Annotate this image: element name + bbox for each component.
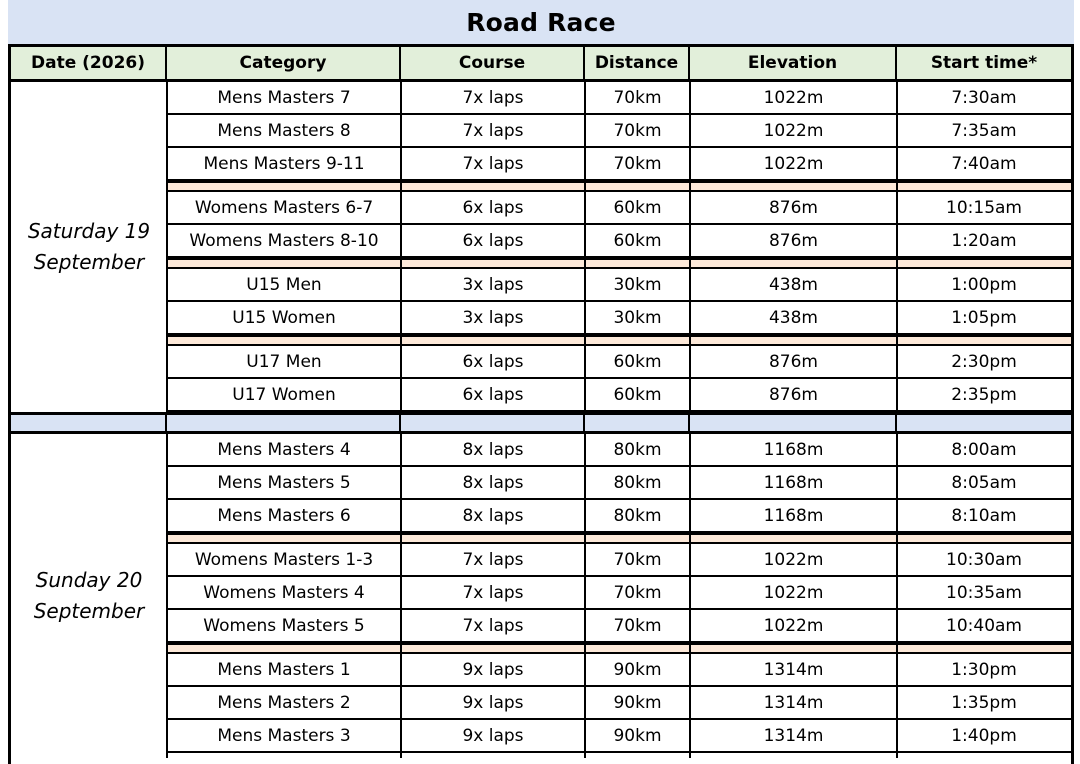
cell-elevation: 876m — [690, 225, 897, 258]
column-divider — [584, 82, 586, 412]
cell-elevation: 1022m — [690, 115, 897, 148]
day-block-sunday — [8, 434, 1074, 758]
group-separator-cell — [401, 533, 585, 544]
cell-category: Womens Masters 4 — [167, 577, 401, 610]
cell-start: 1:40pm — [897, 720, 1071, 753]
cell-elevation: 1022m — [690, 610, 897, 643]
cell-category: Mens Masters 5 — [167, 467, 401, 500]
group-separator-cell — [585, 181, 690, 192]
cell-distance: 80km — [585, 434, 690, 467]
column-divider — [584, 434, 586, 758]
cell-category: Mens Masters 3 — [167, 720, 401, 753]
table-row — [11, 379, 1071, 412]
cell-course: 3x laps — [401, 269, 585, 302]
group-separator-cell — [690, 181, 897, 192]
group-separator-cell — [897, 335, 1071, 346]
table-row — [11, 467, 1071, 500]
group-separator-cell — [897, 643, 1071, 654]
group-separator — [11, 181, 1071, 192]
group-separator-cell — [167, 335, 401, 346]
group-separator-cell — [585, 335, 690, 346]
group-separator-cell — [690, 258, 897, 269]
cell-distance: 90km — [585, 654, 690, 687]
cell-course: 6x laps — [401, 225, 585, 258]
cell-category: Womens Masters 1-3 — [167, 544, 401, 577]
cell-start: 1:30pm — [897, 654, 1071, 687]
cell-start: 8:00am — [897, 434, 1071, 467]
cell-course: 7x laps — [401, 148, 585, 181]
column-divider — [896, 82, 898, 412]
cell-start: 10:40am — [897, 610, 1071, 643]
cell-category: Mens Masters 1 — [167, 654, 401, 687]
table-row — [11, 500, 1071, 533]
cell-distance: 70km — [585, 610, 690, 643]
cell-elevation: 1168m — [690, 500, 897, 533]
group-separator-cell — [401, 335, 585, 346]
header-course: Course — [401, 47, 585, 79]
group-separator-cell — [897, 258, 1071, 269]
header-date: Date (2026) — [11, 47, 167, 79]
cell-course: 8x laps — [401, 467, 585, 500]
group-separator-cell — [167, 258, 401, 269]
cell-course: 9x laps — [401, 687, 585, 720]
table-row — [11, 544, 1071, 577]
group-separator-cell — [897, 181, 1071, 192]
cell-start: 1:20am — [897, 225, 1071, 258]
cell-distance: 80km — [585, 467, 690, 500]
group-separator-cell — [401, 643, 585, 654]
cell-course: 7x laps — [401, 82, 585, 115]
cell-distance: 70km — [585, 577, 690, 610]
cell-distance: 30km — [585, 269, 690, 302]
day-separator-cell — [897, 415, 1071, 431]
cell-start: 1:35pm — [897, 687, 1071, 720]
date-line-2: September — [33, 250, 145, 274]
date-line-2: September — [33, 599, 145, 623]
cell-elevation: 438m — [690, 269, 897, 302]
cell-start: 7:30am — [897, 82, 1071, 115]
group-separator-cell — [167, 643, 401, 654]
table-row — [11, 225, 1071, 258]
cell-category: Mens Masters 9-11 — [167, 148, 401, 181]
group-separator-cell — [585, 533, 690, 544]
cell-distance: 90km — [585, 687, 690, 720]
column-divider — [400, 82, 402, 412]
group-separator-cell — [401, 258, 585, 269]
date-line-1: Sunday 20 — [35, 568, 143, 592]
cell-category: Mens Masters 7 — [167, 82, 401, 115]
cell-elevation: 1022m — [690, 544, 897, 577]
group-separator-cell — [690, 533, 897, 544]
cell-category: Womens Masters 6-7 — [167, 192, 401, 225]
cell-course: 6x laps — [401, 192, 585, 225]
group-separator-cell — [167, 533, 401, 544]
day-separator-cell — [690, 415, 897, 431]
column-divider — [689, 82, 691, 412]
table-row — [11, 654, 1071, 687]
group-separator — [11, 258, 1071, 269]
cell-start: 2:35pm — [897, 379, 1071, 412]
cell-category: U17 Women — [167, 379, 401, 412]
group-separator-cell — [897, 533, 1071, 544]
group-separator-cell — [401, 181, 585, 192]
cell-elevation: 1022m — [690, 148, 897, 181]
table-row — [11, 148, 1071, 181]
date-cell — [11, 434, 167, 758]
day-separator-cell — [11, 415, 167, 431]
date-line-1: Saturday 19 — [27, 219, 151, 243]
table-row — [11, 192, 1071, 225]
column-divider — [689, 434, 691, 758]
table-row — [11, 346, 1071, 379]
cell-elevation: 1314m — [690, 720, 897, 753]
table-row — [11, 610, 1071, 643]
group-separator — [11, 533, 1071, 544]
table-row — [11, 115, 1071, 148]
cell-course: 3x laps — [401, 302, 585, 335]
cell-elevation: 1168m — [690, 467, 897, 500]
header-elevation: Elevation — [690, 47, 897, 79]
cell-elevation: 438m — [690, 302, 897, 335]
group-separator-cell — [585, 643, 690, 654]
cell-course: 7x laps — [401, 610, 585, 643]
group-separator — [11, 643, 1071, 654]
cell-course: 7x laps — [401, 544, 585, 577]
cell-start: 8:10am — [897, 500, 1071, 533]
cell-course: 8x laps — [401, 500, 585, 533]
table-row — [11, 577, 1071, 610]
cell-start: 7:35am — [897, 115, 1071, 148]
day-separator-cell — [401, 415, 585, 431]
cell-course: 7x laps — [401, 115, 585, 148]
cell-distance: 80km — [585, 500, 690, 533]
cell-distance: 60km — [585, 192, 690, 225]
table-row — [11, 434, 1071, 467]
cell-elevation: 1022m — [690, 577, 897, 610]
cell-start: 10:35am — [897, 577, 1071, 610]
cell-course: 9x laps — [401, 654, 585, 687]
cell-course: 9x laps — [401, 720, 585, 753]
cell-start: 1:00pm — [897, 269, 1071, 302]
cell-course: 6x laps — [401, 379, 585, 412]
cell-start: 2:30pm — [897, 346, 1071, 379]
cell-elevation: 876m — [690, 192, 897, 225]
cell-distance: 90km — [585, 720, 690, 753]
cell-distance: 60km — [585, 225, 690, 258]
cell-start: 10:30am — [897, 544, 1071, 577]
cell-start: 10:15am — [897, 192, 1071, 225]
cell-distance: 60km — [585, 346, 690, 379]
cell-course: 7x laps — [401, 577, 585, 610]
cell-distance: 30km — [585, 302, 690, 335]
cell-start: 1:05pm — [897, 302, 1071, 335]
cell-elevation: 1314m — [690, 654, 897, 687]
table-row — [11, 269, 1071, 302]
header-distance: Distance — [585, 47, 690, 79]
cell-category: Womens Masters 5 — [167, 610, 401, 643]
table-row — [11, 720, 1071, 753]
table-row — [11, 687, 1071, 720]
day-block-saturday — [8, 82, 1074, 412]
date-cell — [11, 82, 167, 412]
cell-elevation: 1168m — [690, 434, 897, 467]
cell-distance: 70km — [585, 544, 690, 577]
group-separator — [11, 335, 1071, 346]
day-separator-cell — [585, 415, 690, 431]
cell-category: Mens Masters 2 — [167, 687, 401, 720]
cell-category: U17 Men — [167, 346, 401, 379]
cell-start: 7:40am — [897, 148, 1071, 181]
column-divider — [896, 434, 898, 758]
table-row — [11, 302, 1071, 335]
cell-elevation: 1314m — [690, 687, 897, 720]
cell-category: Mens Masters 6 — [167, 500, 401, 533]
cell-elevation: 1022m — [690, 82, 897, 115]
cell-distance: 70km — [585, 148, 690, 181]
cell-distance: 70km — [585, 82, 690, 115]
cell-elevation: 876m — [690, 379, 897, 412]
cell-start: 8:05am — [897, 467, 1071, 500]
cell-course: 6x laps — [401, 346, 585, 379]
cell-elevation: 876m — [690, 346, 897, 379]
cell-category: Womens Masters 8-10 — [167, 225, 401, 258]
page-title: Road Race — [8, 0, 1074, 44]
header-start-time: Start time* — [930, 53, 1038, 73]
group-separator-cell — [690, 643, 897, 654]
group-separator-cell — [690, 335, 897, 346]
group-separator-cell — [167, 181, 401, 192]
group-separator-cell — [585, 258, 690, 269]
cell-category: U15 Women — [167, 302, 401, 335]
cell-category: Mens Masters 8 — [167, 115, 401, 148]
table-row — [11, 82, 1071, 115]
column-divider — [400, 434, 402, 758]
cell-course: 8x laps — [401, 434, 585, 467]
table-bottom — [8, 756, 1074, 764]
cell-category: U15 Men — [167, 269, 401, 302]
cell-distance: 60km — [585, 379, 690, 412]
day-separator-cell — [167, 415, 401, 431]
cell-distance: 70km — [585, 115, 690, 148]
header-category: Category — [167, 47, 401, 79]
day-separator — [8, 412, 1074, 434]
cell-category: Mens Masters 4 — [167, 434, 401, 467]
table-header — [8, 44, 1074, 82]
